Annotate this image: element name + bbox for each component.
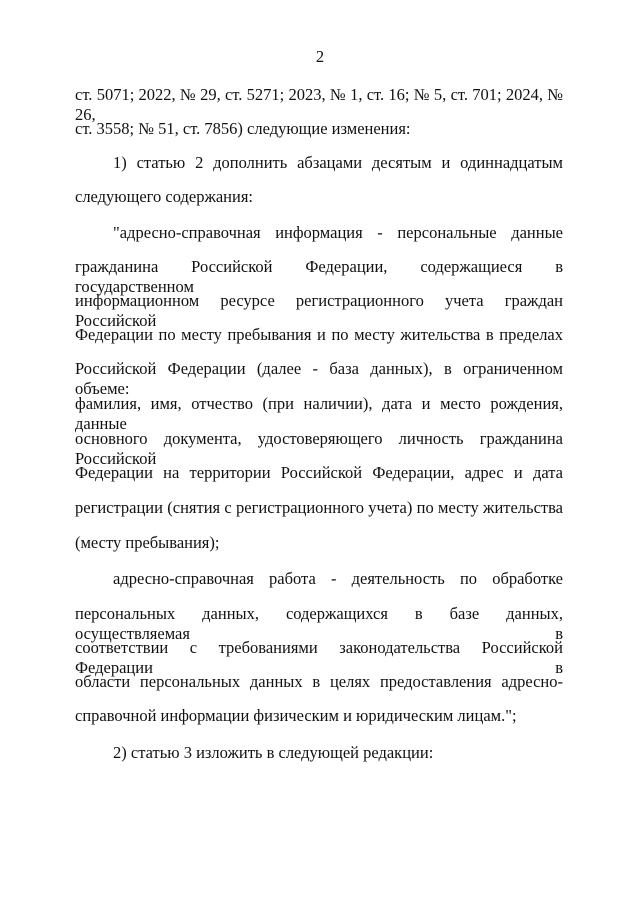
text-line: справочной информации физическим и юридическим лицам."; [75, 706, 517, 725]
text-line: адресно-справочная работа - деятельность по обработке [113, 569, 563, 588]
text-line: гражданина Российской Федерации, содержащиеся в государственном [75, 257, 563, 296]
text-line: основного документа, удостоверяющего личность гражданина Российской [75, 429, 563, 468]
text-line: персональных данных, содержащихся в базе данных, осуществляемая в [75, 604, 563, 643]
text-line: 1) статью 2 дополнить абзацами десятым и одиннадцатым [113, 153, 563, 172]
text-line: ст. 3558; № 51, ст. 7856) следующие изменения: [75, 119, 411, 138]
text-line: ст. 5071; 2022, № 29, ст. 5271; 2023, № 1, ст. 16; № 5, ст. 701; 2024, № 26, [75, 85, 563, 124]
text-line: (месту пребывания); [75, 533, 220, 552]
text-line: области персональных данных в целях предоставления адресно- [75, 672, 563, 691]
page-number: 2 [315, 47, 325, 66]
text-line: информационном ресурсе регистрационного учета граждан Российской [75, 291, 563, 330]
text-line: Российской Федерации (далее - база данных), в ограниченном объеме: [75, 359, 563, 398]
text-line: 2) статью 3 изложить в следующей редакции: [113, 743, 434, 762]
text-line: регистрации (снятия с регистрационного учета) по месту жительства [75, 498, 563, 517]
text-line: следующего содержания: [75, 187, 254, 206]
text-line: Федерации на территории Российской Федерации, адрес и дата [75, 463, 563, 482]
text-line: фамилия, имя, отчество (при наличии), дата и место рождения, данные [75, 394, 563, 433]
text-line: "адресно-справочная информация - персональные данные [113, 223, 563, 242]
text-line: соответствии с требованиями законодательства Российской Федерации в [75, 638, 563, 677]
text-line: Федерации по месту пребывания и по месту жительства в пределах [75, 325, 563, 344]
